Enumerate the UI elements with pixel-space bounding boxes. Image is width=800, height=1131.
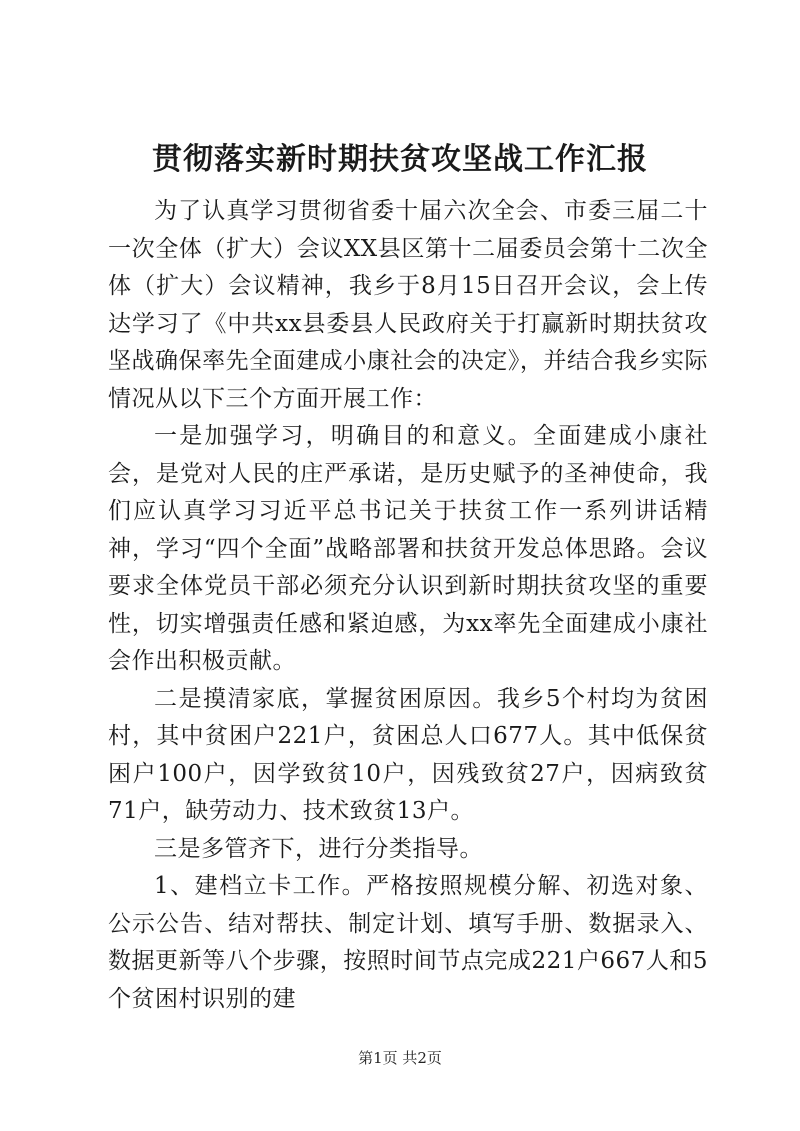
document-body (108, 193, 708, 1018)
paragraph-intro: 为了认真学习贯彻省委十届六次全会、市委三届二十一次全体（扩大）会议XX县区第十二届委员会第十二次全体（扩大）会议精神，我乡于8月15日召开会议，会上传达学习了《中共xx县委县人民政府关于打赢新时期扶贫攻坚战确保率先全面建成小康社会的决定》，并结合我乡实际情况从以下三个方面开展工作： (108, 198, 708, 412)
document-title: 贯彻落实新时期扶贫攻坚战工作汇报 (152, 142, 648, 177)
paragraph-point-three: 三是多管齐下，进行分类指导。 (154, 835, 483, 862)
paragraph-item-one: 1、建档立卡工作。严格按照规模分解、初选对象、公示公告、结对帮扶、制定计划、填写手册、数据录入、数据更新等八个步骤，按照时间节点完成221户667人和5个贫困村识别的建 (108, 873, 708, 1012)
page-number-footer: 第1页 共2页 (358, 1049, 442, 1067)
paragraph-point-one: 一是加强学习，明确目的和意义。全面建成小康社会，是党对人民的庄严承诺，是历史赋予的圣神使命，我们应认真学习习近平总书记关于扶贫工作一系列讲话精神，学习“四个全面”战略部署和扶贫开发总体思路。会议要求全体党员干部必须充分认识到新时期扶贫攻坚的重要性，切实增强责任感和紧迫感，为xx率先全面建成小康社会作出积极贡献。 (108, 423, 708, 674)
paragraph-point-two: 二是摸清家底，掌握贫困原因。我乡5个村均为贫困村，其中贫困户221户，贫困总人口677人。其中低保贫困户100户，因学致贫10户，因残致贫27户，因病致贫71户，缺劳动力、技术致贫13户。 (108, 685, 708, 824)
